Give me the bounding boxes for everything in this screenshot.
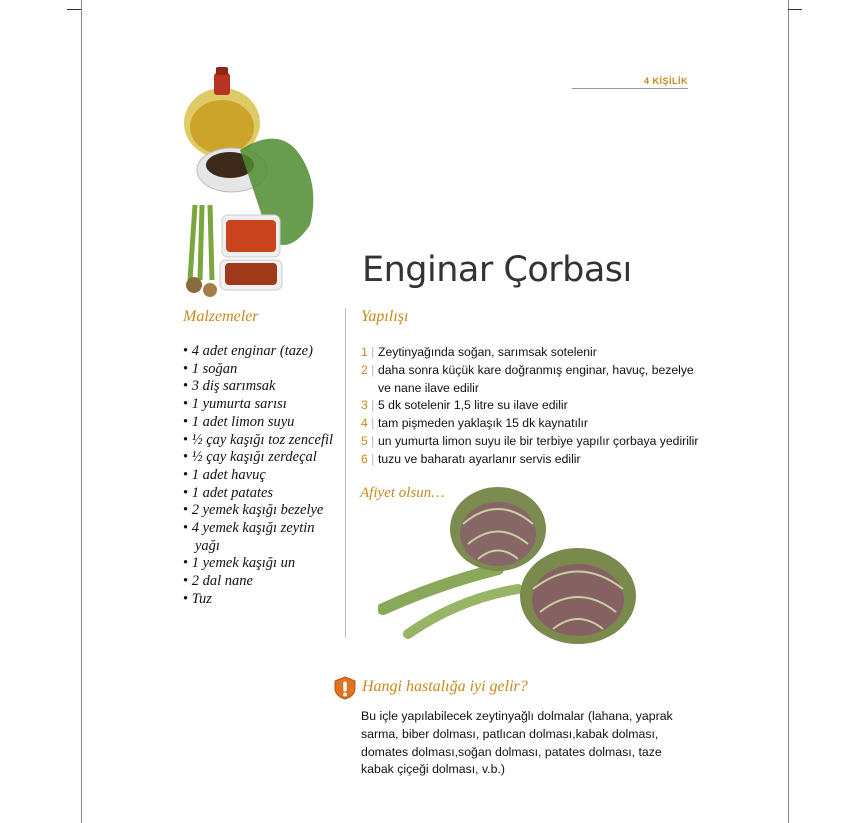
step-item <box>361 451 701 469</box>
ingredient-item: • Tuz <box>183 591 343 609</box>
closing-text: Afiyet olsun… <box>360 485 445 501</box>
step-text: 5 dk sotelenir 1,5 litre su ilave edilir <box>378 398 568 413</box>
ingredients-list <box>183 343 343 609</box>
step-text: Zeytinyağında soğan, sarımsak sotelenir <box>378 345 597 359</box>
step-text: daha sonra küçük kare doğranmış enginar, havuç, bezelye ve nane ilave edilir <box>378 362 694 395</box>
step-item <box>361 433 701 451</box>
crop-mark-right <box>788 9 802 10</box>
health-text: Bu içle yapılabilecek zeytinyağlı dolmalar (lahana, yaprak sarma, biber dolması, patlıcan dolması,kabak dolması, domates dolması,soğan dolması, patates dolması, taze kabak çiçeği dolması, v.b.) <box>361 709 673 777</box>
spices-illustration <box>170 65 335 300</box>
ingredient-item: • 1 adet havuç <box>183 467 343 485</box>
ingredient-item: • 4 yemek kaşığı zeytin yağı <box>183 520 343 555</box>
step-number: 6 | <box>361 451 375 466</box>
health-heading: Hangi hastalığa iyi gelir? <box>362 678 528 695</box>
artichoke-illustration <box>378 484 653 654</box>
method-heading: Yapılışı <box>361 308 409 325</box>
step-number: 3 | <box>361 398 375 413</box>
step-item <box>361 415 701 433</box>
step-item <box>361 362 701 398</box>
ingredient-item: • 1 adet limon suyu <box>183 414 343 432</box>
step-item <box>361 397 701 415</box>
exclamation-shield-icon <box>334 676 356 700</box>
ingredient-item: • 4 adet enginar (taze) <box>183 343 343 361</box>
ingredient-item: • 2 dal nane <box>183 573 343 591</box>
ingredient-item: • 1 adet patates <box>183 485 343 503</box>
step-number: 1 | <box>361 345 375 359</box>
crop-mark-left <box>67 9 81 10</box>
recipe-title: Enginar Çorbası <box>362 250 632 290</box>
step-item <box>361 344 701 362</box>
step-text: tuzu ve baharatı ayarlanır servis edilir <box>378 451 581 466</box>
method-steps <box>361 344 701 469</box>
step-text: un yumurta limon suyu ile bir terbiye yapılır çorbaya yedirilir <box>378 433 699 448</box>
ingredient-item: • 1 yumurta sarısı <box>183 396 343 414</box>
ingredient-item: • 1 soğan <box>183 361 343 379</box>
ingredient-item: • 2 yemek kaşığı bezelye <box>183 502 343 520</box>
step-text: tam pişmeden yaklaşık 15 dk kaynatılır <box>378 416 588 431</box>
servings-rule <box>572 88 688 89</box>
step-number: 2 | <box>361 362 375 377</box>
page-trim-line-left <box>81 0 82 823</box>
ingredients-heading: Malzemeler <box>183 308 259 325</box>
ingredient-item: • 3 diş sarımsak <box>183 378 343 396</box>
ingredient-item: • ½ çay kaşığı zerdeçal <box>183 449 343 467</box>
servings-label: 4 KİŞİLİK <box>643 76 688 86</box>
ingredient-item: • 1 yemek kaşığı un <box>183 555 343 573</box>
step-number: 5 | <box>361 433 375 448</box>
column-divider <box>345 308 346 638</box>
step-number: 4 | <box>361 416 375 431</box>
page-trim-line-right <box>788 0 789 823</box>
ingredient-item: • ½ çay kaşığı toz zencefil <box>183 432 343 450</box>
